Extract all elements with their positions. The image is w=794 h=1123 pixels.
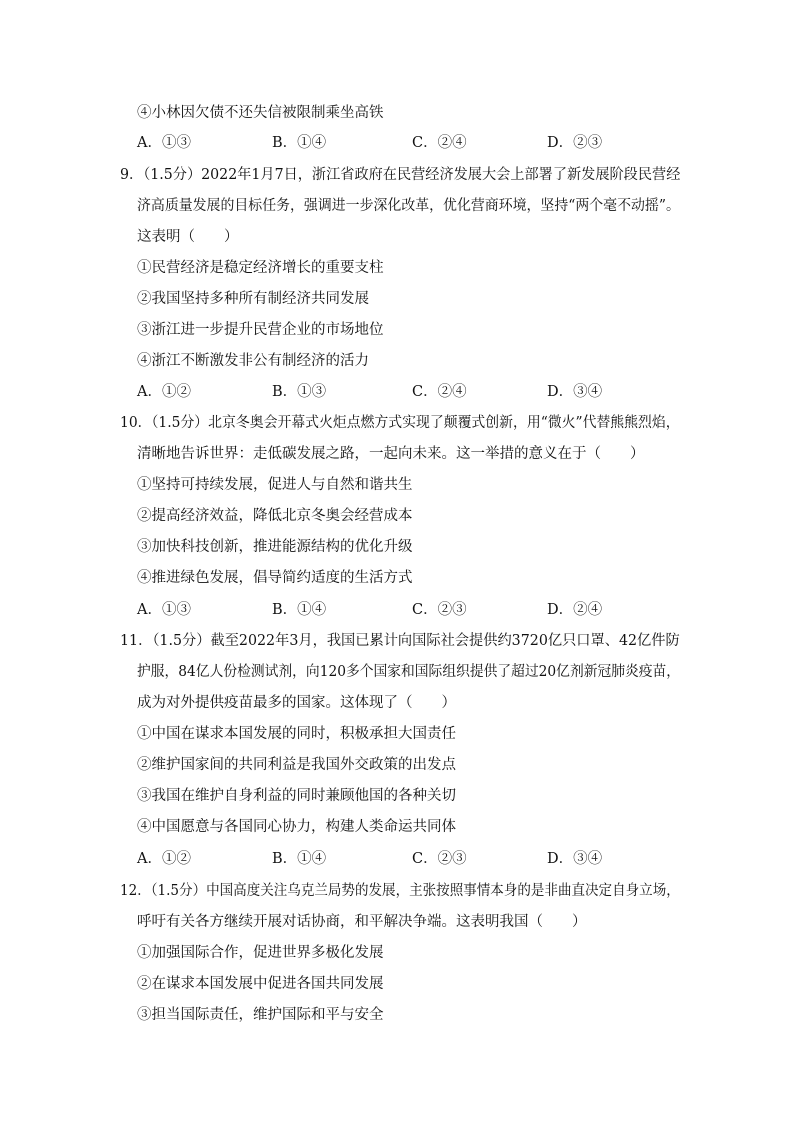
q8-options [137, 134, 737, 152]
q12-stem-line-2: 呼吁有关各方继续开展对话协商，和平解决争端。这表明我国（ ） [137, 914, 587, 930]
q10-stem-line-2: 清晰地告诉世界：走低碳发展之路，一起向未来。这一举措的意义在于（ ） [137, 446, 645, 462]
q11-item-3: ③我国在维护自身利益的同时兼顾他国的各种关切 [137, 788, 456, 804]
q11-stem-line-3: 成为对外提供疫苗最多的国家。这体现了（ ） [137, 695, 456, 711]
q9-item-4: ④浙江不断激发非公有制经济的活力 [137, 353, 369, 369]
q9-item-3: ③浙江进一步提升民营企业的市场地位 [137, 322, 384, 338]
q9-stem-line-1: 9．（1.5分）2022年1月7日，浙江省政府在民营经济发展大会上部署了新发展阶段民营经 [120, 167, 681, 183]
q10-options [137, 601, 737, 619]
q9-options [137, 383, 737, 401]
q10-option-d[interactable]: D．②④ [547, 602, 603, 618]
q9-stem-line-3: 这表明（ ） [137, 229, 239, 245]
q9-stem-line-2: 济高质量发展的目标任务，强调进一步深化改革，优化营商环境，坚持“两个毫不动摇”。 [137, 198, 680, 214]
q9-option-a[interactable]: A．①② [137, 384, 191, 400]
q9-option-b[interactable]: B．①③ [272, 384, 327, 400]
q11-option-b[interactable]: B．①④ [272, 851, 327, 867]
q10-item-4: ④推进绿色发展，倡导简约适度的生活方式 [137, 570, 413, 586]
q9-item-1: ①民营经济是稳定经济增长的重要支柱 [137, 260, 384, 276]
q11-option-d[interactable]: D．③④ [547, 851, 603, 867]
q10-item-3: ③加快科技创新，推进能源结构的优化升级 [137, 539, 413, 555]
q11-options [137, 850, 737, 868]
q8-item-4: ④小林因欠债不还失信被限制乘坐高铁 [137, 105, 384, 121]
q10-option-a[interactable]: A．①③ [137, 602, 191, 618]
q11-option-a[interactable]: A．①② [137, 851, 191, 867]
q10-item-1: ①坚持可持续发展，促进人与自然和谐共生 [137, 477, 413, 493]
q11-item-4: ④中国愿意与各国同心协力，构建人类命运共同体 [137, 819, 456, 835]
q9-option-d[interactable]: D．③④ [547, 384, 603, 400]
q8-option-b[interactable]: B．①④ [272, 135, 327, 151]
q8-option-c[interactable]: C．②④ [412, 135, 467, 151]
q9-option-c[interactable]: C．②④ [412, 384, 467, 400]
q10-item-2: ②提高经济效益，降低北京冬奥会经营成本 [137, 508, 413, 524]
q12-item-1: ①加强国际合作，促进世界多极化发展 [137, 945, 384, 961]
q10-stem-line-1: 10．（1.5分）北京冬奥会开幕式火炬点燃方式实现了颠覆式创新，用“微火”代替熊熊烈焰， [120, 415, 680, 431]
q11-stem-line-2: 护服，84亿人份检测试剂，向120多个国家和国际组织提供了超过20亿剂新冠肺炎疫苗， [137, 664, 681, 680]
q11-item-1: ①中国在谋求本国发展的同时，积极承担大国责任 [137, 726, 456, 742]
q8-option-a[interactable]: A．①③ [137, 135, 191, 151]
q9-item-2: ②我国坚持多种所有制经济共同发展 [137, 291, 369, 307]
q10-option-c[interactable]: C．②③ [412, 602, 467, 618]
q11-item-2: ②维护国家间的共同利益是我国外交政策的出发点 [137, 757, 456, 773]
q11-option-c[interactable]: C．②③ [412, 851, 467, 867]
q8-option-d[interactable]: D．②③ [547, 135, 603, 151]
q12-item-2: ②在谋求本国发展中促进各国共同发展 [137, 976, 384, 992]
q12-stem-line-1: 12．（1.5分）中国高度关注乌克兰局势的发展，主张按照事情本身的是非曲直决定自身立场， [120, 883, 680, 899]
q12-item-3: ③担当国际责任，维护国际和平与安全 [137, 1007, 384, 1023]
q11-stem-line-1: 11．（1.5分）截至2022年3月，我国已累计向国际社会提供约3720亿只口罩、42亿件防 [120, 633, 680, 649]
q10-option-b[interactable]: B．①④ [272, 602, 327, 618]
